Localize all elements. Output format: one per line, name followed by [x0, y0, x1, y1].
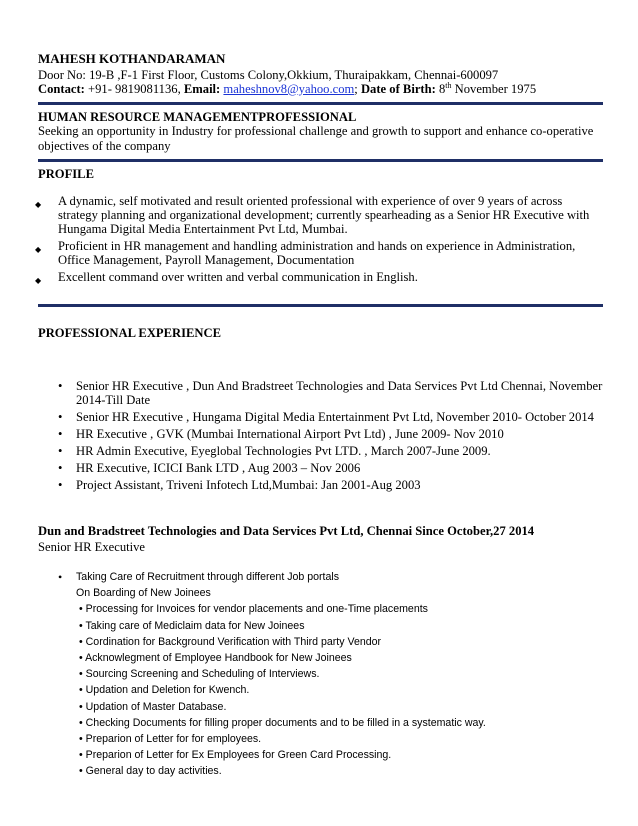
contact-label: Contact: — [38, 82, 85, 96]
address-line: Door No: 19-B ,F-1 First Floor, Customs Colony,Okkium, Thuraipakkam, Chennai-600097 — [38, 68, 499, 82]
list-item: • HR Admin Executive, Eyeglobal Technologies Pvt LTD. , March 2007-June 2009. — [58, 444, 491, 458]
list-item: • Acknowlegment of Employee Handbook for New Joinees — [79, 652, 352, 665]
objective-text: Seeking an opportunity in Industry for professional challenge and growth to support and enhance co-operative objectives of the company — [38, 124, 594, 153]
list-item: • Sourcing Screening and Scheduling of Interviews. — [79, 668, 320, 681]
list-item: • HR Executive , GVK (Mumbai International Airport Pvt Ltd) , June 2009- Nov 2010 — [58, 427, 504, 441]
bullet-icon: • — [58, 427, 63, 441]
email-link[interactable]: maheshnov8@yahoo.com — [223, 82, 355, 96]
dob-day: 8 — [435, 82, 446, 96]
current-role-title: Senior HR Executive — [38, 540, 146, 554]
list-item: • Processing for Invoices for vendor placements and one-Time placements — [79, 603, 428, 616]
list-item: • Project Assistant, Triveni Infotech Ltd,Mumbai: Jan 2001-Aug 2003 — [58, 478, 421, 492]
list-item: • Preparion of Letter for Ex Employees for Green Card Processing. — [79, 749, 392, 762]
experience-list — [58, 379, 603, 495]
bullet-icon: • — [58, 461, 63, 475]
bullet-icon: • — [58, 478, 63, 492]
bullet-icon: • — [58, 444, 63, 458]
experience-heading: PROFESSIONAL EXPERIENCE — [38, 326, 221, 340]
dob-suffix: th — [445, 80, 452, 90]
list-item: • Taking care of Mediclaim data for New Joinees — [79, 619, 305, 632]
list-item: • HR Executive, ICICI Bank LTD , Aug 2003 – Nov 2006 — [58, 461, 361, 475]
contact-line — [38, 82, 536, 97]
section-divider — [38, 102, 603, 105]
current-company: Dun and Bradstreet Technologies and Data Services Pvt Ltd, Chennai Since October,27 2014 — [38, 524, 535, 538]
phone-number: +91- 9819081136, — [84, 82, 184, 96]
list-item: ◆ A dynamic, self motivated and result oriented professional with experience of over 9 years of across strategy planning and organizational development; currently spearheading as a Senior HR Executive with Hungama Digital Media Entertainment Pvt Ltd, Mumbai. — [35, 194, 590, 236]
list-item: • Cordination for Background Verification with Third party Vendor — [79, 635, 382, 648]
dob-rest: November 1975 — [451, 82, 537, 96]
list-item: • General day to day activities. — [79, 765, 222, 778]
list-item: • Checking Documents for filling proper documents and to be filled in a systematic way. — [79, 716, 486, 729]
duties-list — [58, 569, 603, 780]
bullet-icon: • — [58, 379, 63, 393]
dob-label: Date of Birth: — [360, 82, 436, 96]
email-label: Email: — [183, 82, 221, 96]
list-item: ◆ Proficient in HR management and handling administration and hands on experience in Administration, Office Management, Payroll Management, Documentation — [35, 239, 576, 267]
list-item: • Preparion of Letter for for employees. — [79, 733, 262, 746]
bullet-icon: • — [58, 570, 63, 584]
contact-separator: ; — [354, 82, 361, 96]
list-item: • Senior HR Executive , Hungama Digital Media Entertainment Pvt Ltd, November 2010- October 2014 — [58, 410, 594, 424]
section-divider — [38, 159, 603, 162]
diamond-bullet-icon: ◆ — [35, 200, 42, 209]
bullet-icon: • — [58, 410, 63, 424]
section-divider — [38, 304, 603, 307]
list-item: • Taking Care of Recruitment through different Job portals — [58, 570, 340, 584]
list-item: On Boarding of New Joinees — [76, 587, 211, 600]
diamond-bullet-icon: ◆ — [35, 276, 42, 285]
list-item: • Updation of Master Database. — [79, 700, 227, 713]
list-item: ◆ Excellent command over written and verbal communication in English. — [38, 270, 603, 284]
candidate-name: MAHESH KOTHANDARAMAN — [38, 51, 226, 66]
diamond-bullet-icon: ◆ — [35, 245, 42, 254]
profile-heading: PROFILE — [38, 167, 94, 181]
list-item: • Updation and Deletion for Kwench. — [79, 684, 250, 697]
objective-heading: HUMAN RESOURCE MANAGEMENTPROFESSIONAL — [38, 110, 357, 124]
profile-list — [35, 194, 603, 287]
list-item: • Senior HR Executive , Dun And Bradstreet Technologies and Data Services Pvt Ltd Chennai, November 2014-Till Date — [58, 379, 603, 407]
